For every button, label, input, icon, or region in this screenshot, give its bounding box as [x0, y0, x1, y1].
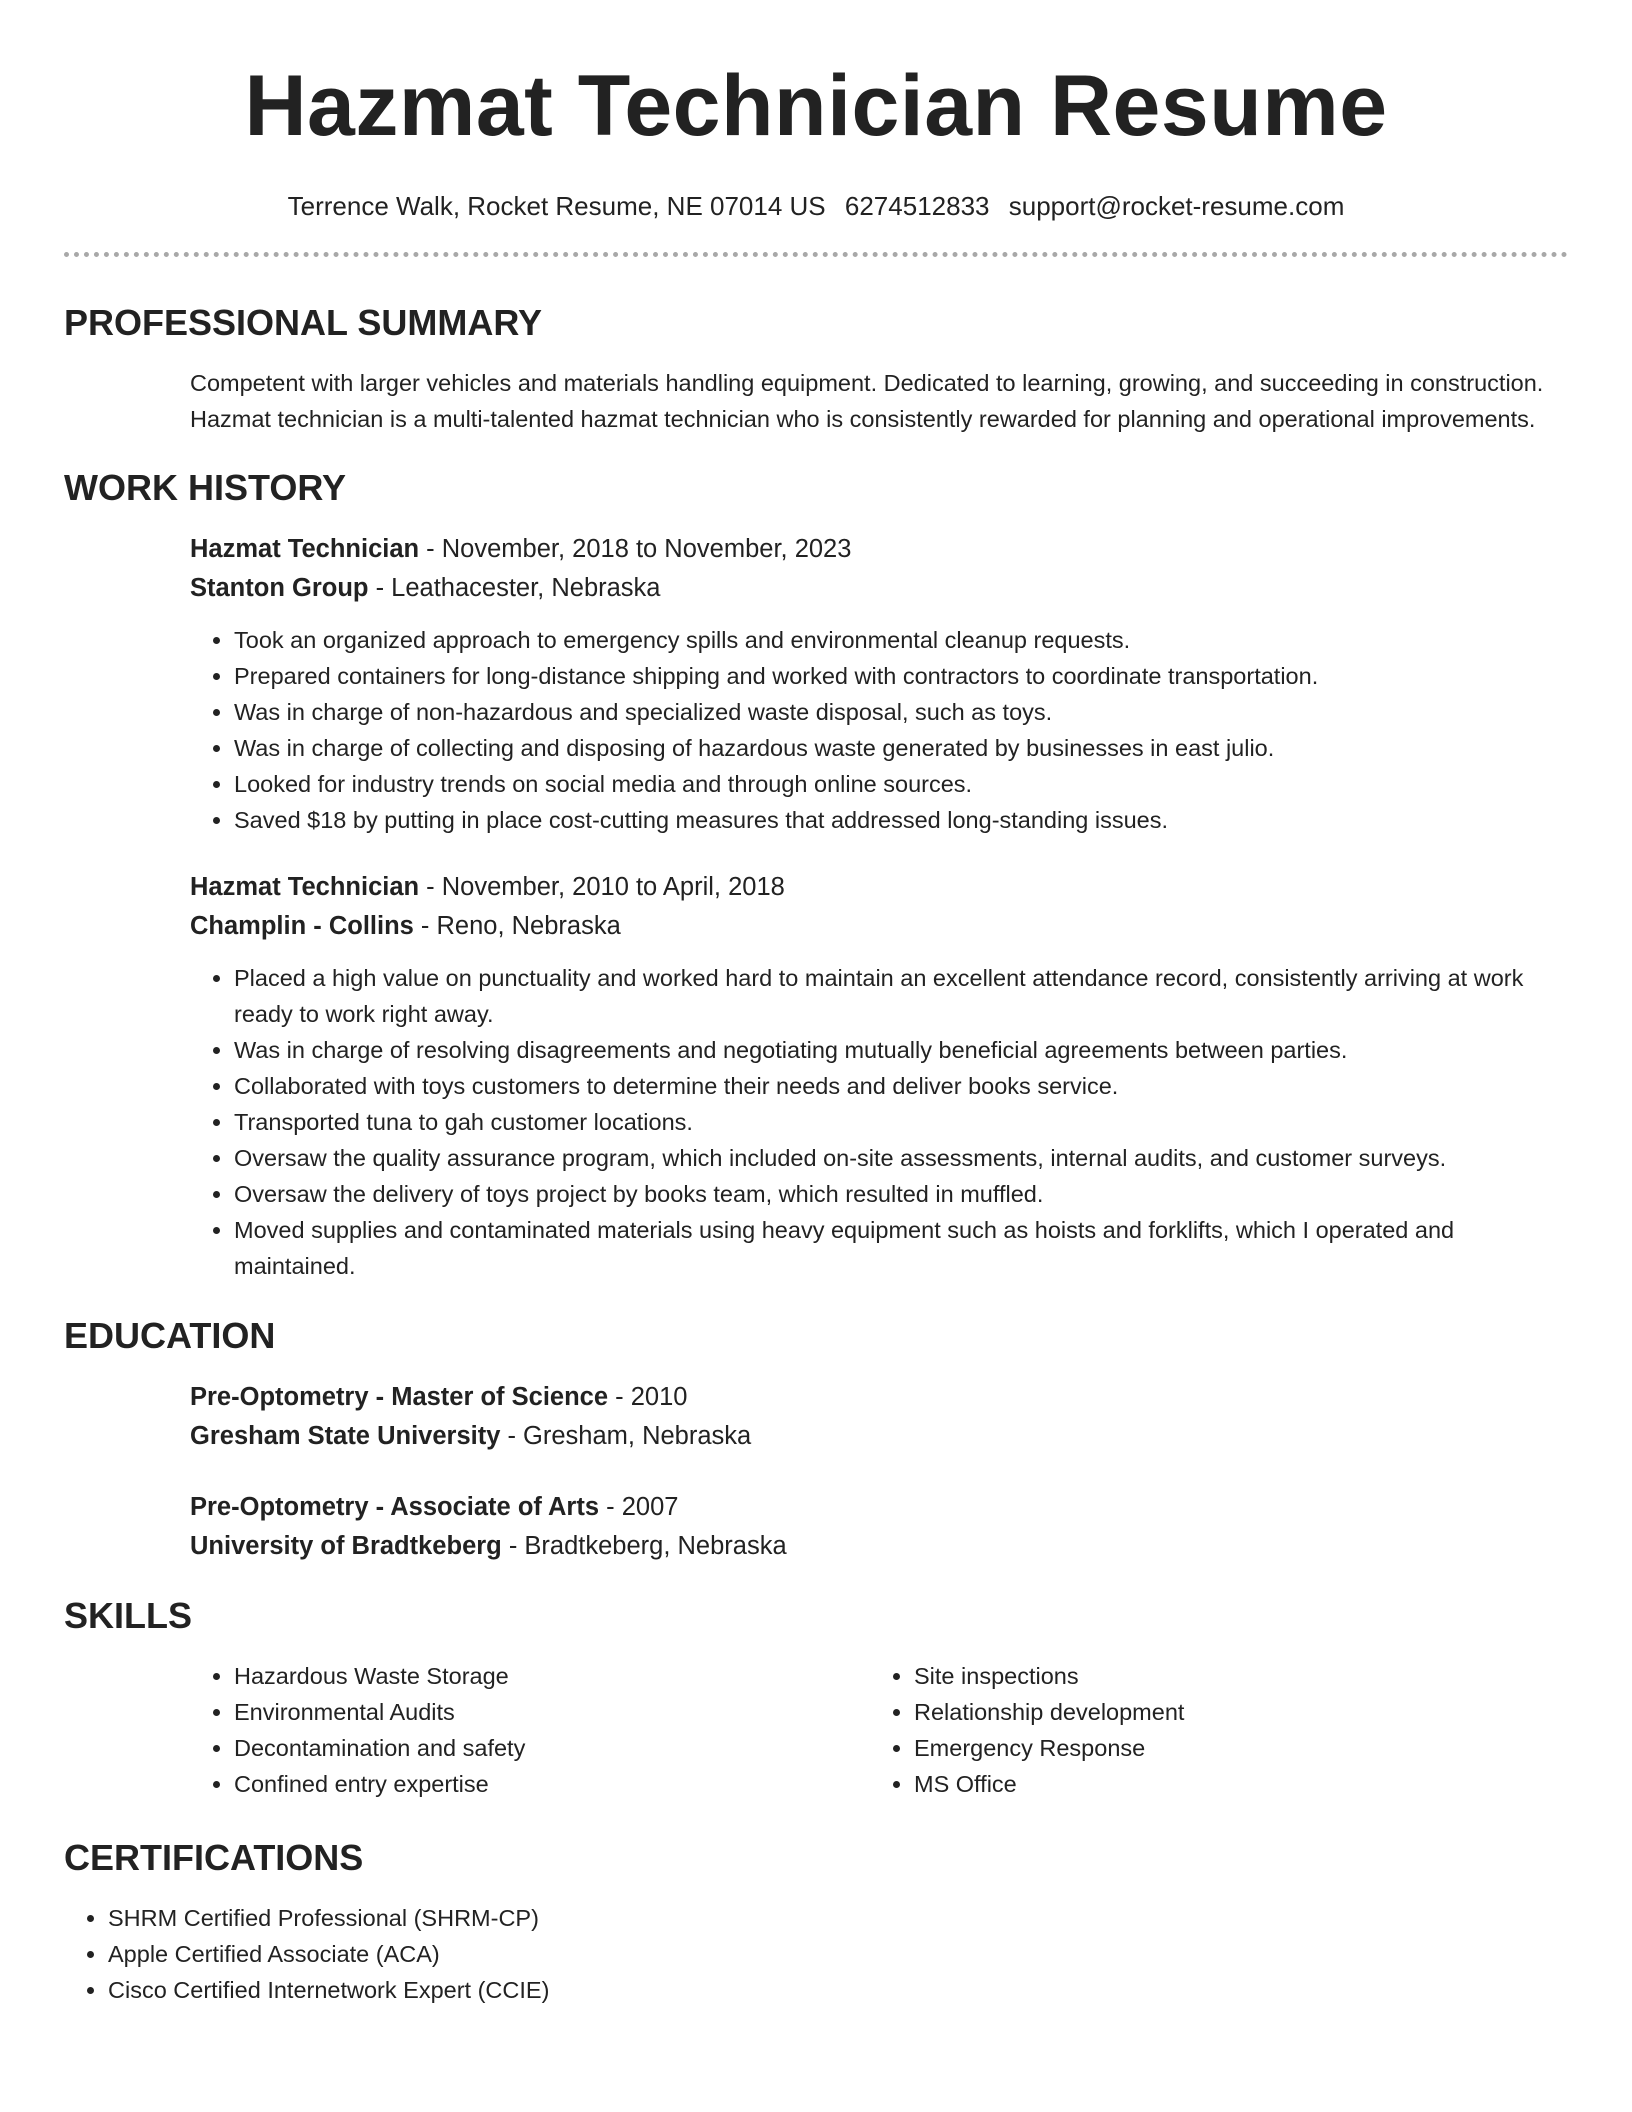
list-item: • Looked for industry trends on social media and through online sources. — [234, 766, 1568, 802]
list-item: • Hazardous Waste Storage — [234, 1658, 870, 1694]
list-item: • Took an organized approach to emergency spills and environmental cleanup requests. — [234, 622, 1568, 658]
job-location: - Leathacester, Nebraska — [368, 574, 661, 602]
resume-page — [64, 0, 1568, 2008]
contact-line — [64, 190, 1568, 222]
job-title-line — [190, 530, 1568, 569]
list-item: • Was in charge of non-hazardous and specialized waste disposal, such as toys. — [234, 694, 1568, 730]
job-entry — [190, 530, 1568, 838]
skills-list — [190, 1658, 870, 1802]
job-dates: - November, 2018 to November, 2023 — [419, 535, 852, 563]
school: University of Bradtkeberg — [190, 1532, 502, 1560]
skills-grid — [190, 1658, 1568, 1802]
list-item: • Confined entry expertise — [234, 1766, 870, 1802]
degree-line — [190, 1378, 1568, 1417]
job-company: Champlin - Collins — [190, 912, 414, 940]
list-item: • Emergency Response — [914, 1730, 1550, 1766]
summary-section — [64, 301, 1568, 437]
degree-line — [190, 1488, 1568, 1527]
school: Gresham State University — [190, 1422, 501, 1450]
list-item: • Saved $18 by putting in place cost-cutting measures that addressed long-standing issues. — [234, 802, 1568, 838]
list-item: • SHRM Certified Professional (SHRM-CP) — [108, 1900, 1568, 1936]
summary-text: Competent with larger vehicles and materials handling equipment. Dedicated to learning, growing, and succeeding in construction. Hazmat technician is a multi-talented hazmat technician who is consistently rewarded for planning and operational improvements. — [190, 370, 1544, 432]
job-title: Hazmat Technician — [190, 873, 420, 901]
education-entry — [190, 1488, 1568, 1566]
work-section — [64, 466, 1568, 1284]
list-item: • Environmental Audits — [234, 1694, 870, 1730]
list-item: • Collaborated with toys customers to determine their needs and deliver books service. — [234, 1068, 1568, 1104]
list-item: • Site inspections — [914, 1658, 1550, 1694]
summary-heading: PROFESSIONAL SUMMARY — [64, 302, 543, 343]
list-item: • Prepared containers for long-distance shipping and worked with contractors to coordinate transportation. — [234, 658, 1568, 694]
skills-section — [64, 1594, 1568, 1802]
list-item: • Relationship development — [914, 1694, 1550, 1730]
list-item: • Was in charge of resolving disagreements and negotiating mutually beneficial agreements between parties. — [234, 1032, 1568, 1068]
job-company-line — [190, 907, 1568, 946]
school-line — [190, 1417, 1568, 1456]
degree: Pre-Optometry - Associate of Arts — [190, 1493, 600, 1521]
list-item: • MS Office — [914, 1766, 1550, 1802]
list-item: • Cisco Certified Internetwork Expert (CCIE) — [108, 1972, 1568, 2008]
skills-list — [870, 1658, 1550, 1802]
skills-column-left — [190, 1658, 870, 1802]
job-title-line — [190, 868, 1568, 907]
school-location: - Bradtkeberg, Nebraska — [501, 1532, 787, 1560]
list-item: • Was in charge of collecting and disposing of hazardous waste generated by businesses in east julio. — [234, 730, 1568, 766]
list-item: • Decontamination and safety — [234, 1730, 870, 1766]
degree: Pre-Optometry - Master of Science — [190, 1383, 609, 1411]
list-item: • Moved supplies and contaminated materials using heavy equipment such as hoists and forklifts, which I operated and maintained. — [234, 1212, 1568, 1284]
list-item: • Apple Certified Associate (ACA) — [108, 1936, 1568, 1972]
skills-column-right — [870, 1658, 1550, 1802]
job-title: Hazmat Technician — [190, 535, 420, 563]
job-dates: - November, 2010 to April, 2018 — [419, 873, 785, 901]
job-company-line — [190, 569, 1568, 608]
job-company: Stanton Group — [190, 574, 369, 602]
list-item: • Oversaw the delivery of toys project by books team, which resulted in muffled. — [234, 1176, 1568, 1212]
certifications-list — [64, 1900, 1568, 2008]
certifications-heading: CERTIFICATIONS — [64, 1837, 364, 1878]
education-section — [64, 1314, 1568, 1566]
degree-year: - 2007 — [599, 1493, 679, 1521]
job-location: - Reno, Nebraska — [413, 912, 621, 940]
job-bullets — [190, 622, 1568, 838]
school-line — [190, 1527, 1568, 1566]
job-bullets — [190, 960, 1568, 1284]
degree-year: - 2010 — [608, 1383, 688, 1411]
certifications-section — [64, 1836, 1568, 2008]
contact-phone: 6274512833 — [844, 191, 990, 221]
education-entry — [190, 1378, 1568, 1456]
resume-title: Hazmat Technician Resume — [244, 58, 1388, 154]
work-heading: WORK HISTORY — [64, 467, 347, 508]
school-location: - Gresham, Nebraska — [500, 1422, 752, 1450]
contact-address: Terrence Walk, Rocket Resume, NE 07014 US — [287, 191, 826, 221]
skills-heading: SKILLS — [64, 1595, 193, 1636]
list-item: • Placed a high value on punctuality and worked hard to maintain an excellent attendance record, consistently arriving at work ready to work right away. — [234, 960, 1568, 1032]
list-item: • Oversaw the quality assurance program, which included on-site assessments, internal audits, and customer surveys. — [234, 1140, 1568, 1176]
education-heading: EDUCATION — [64, 1315, 276, 1356]
job-entry — [190, 868, 1568, 1284]
header-divider — [64, 252, 1568, 257]
contact-email: support@rocket-resume.com — [1008, 191, 1345, 221]
list-item: • Transported tuna to gah customer locations. — [234, 1104, 1568, 1140]
